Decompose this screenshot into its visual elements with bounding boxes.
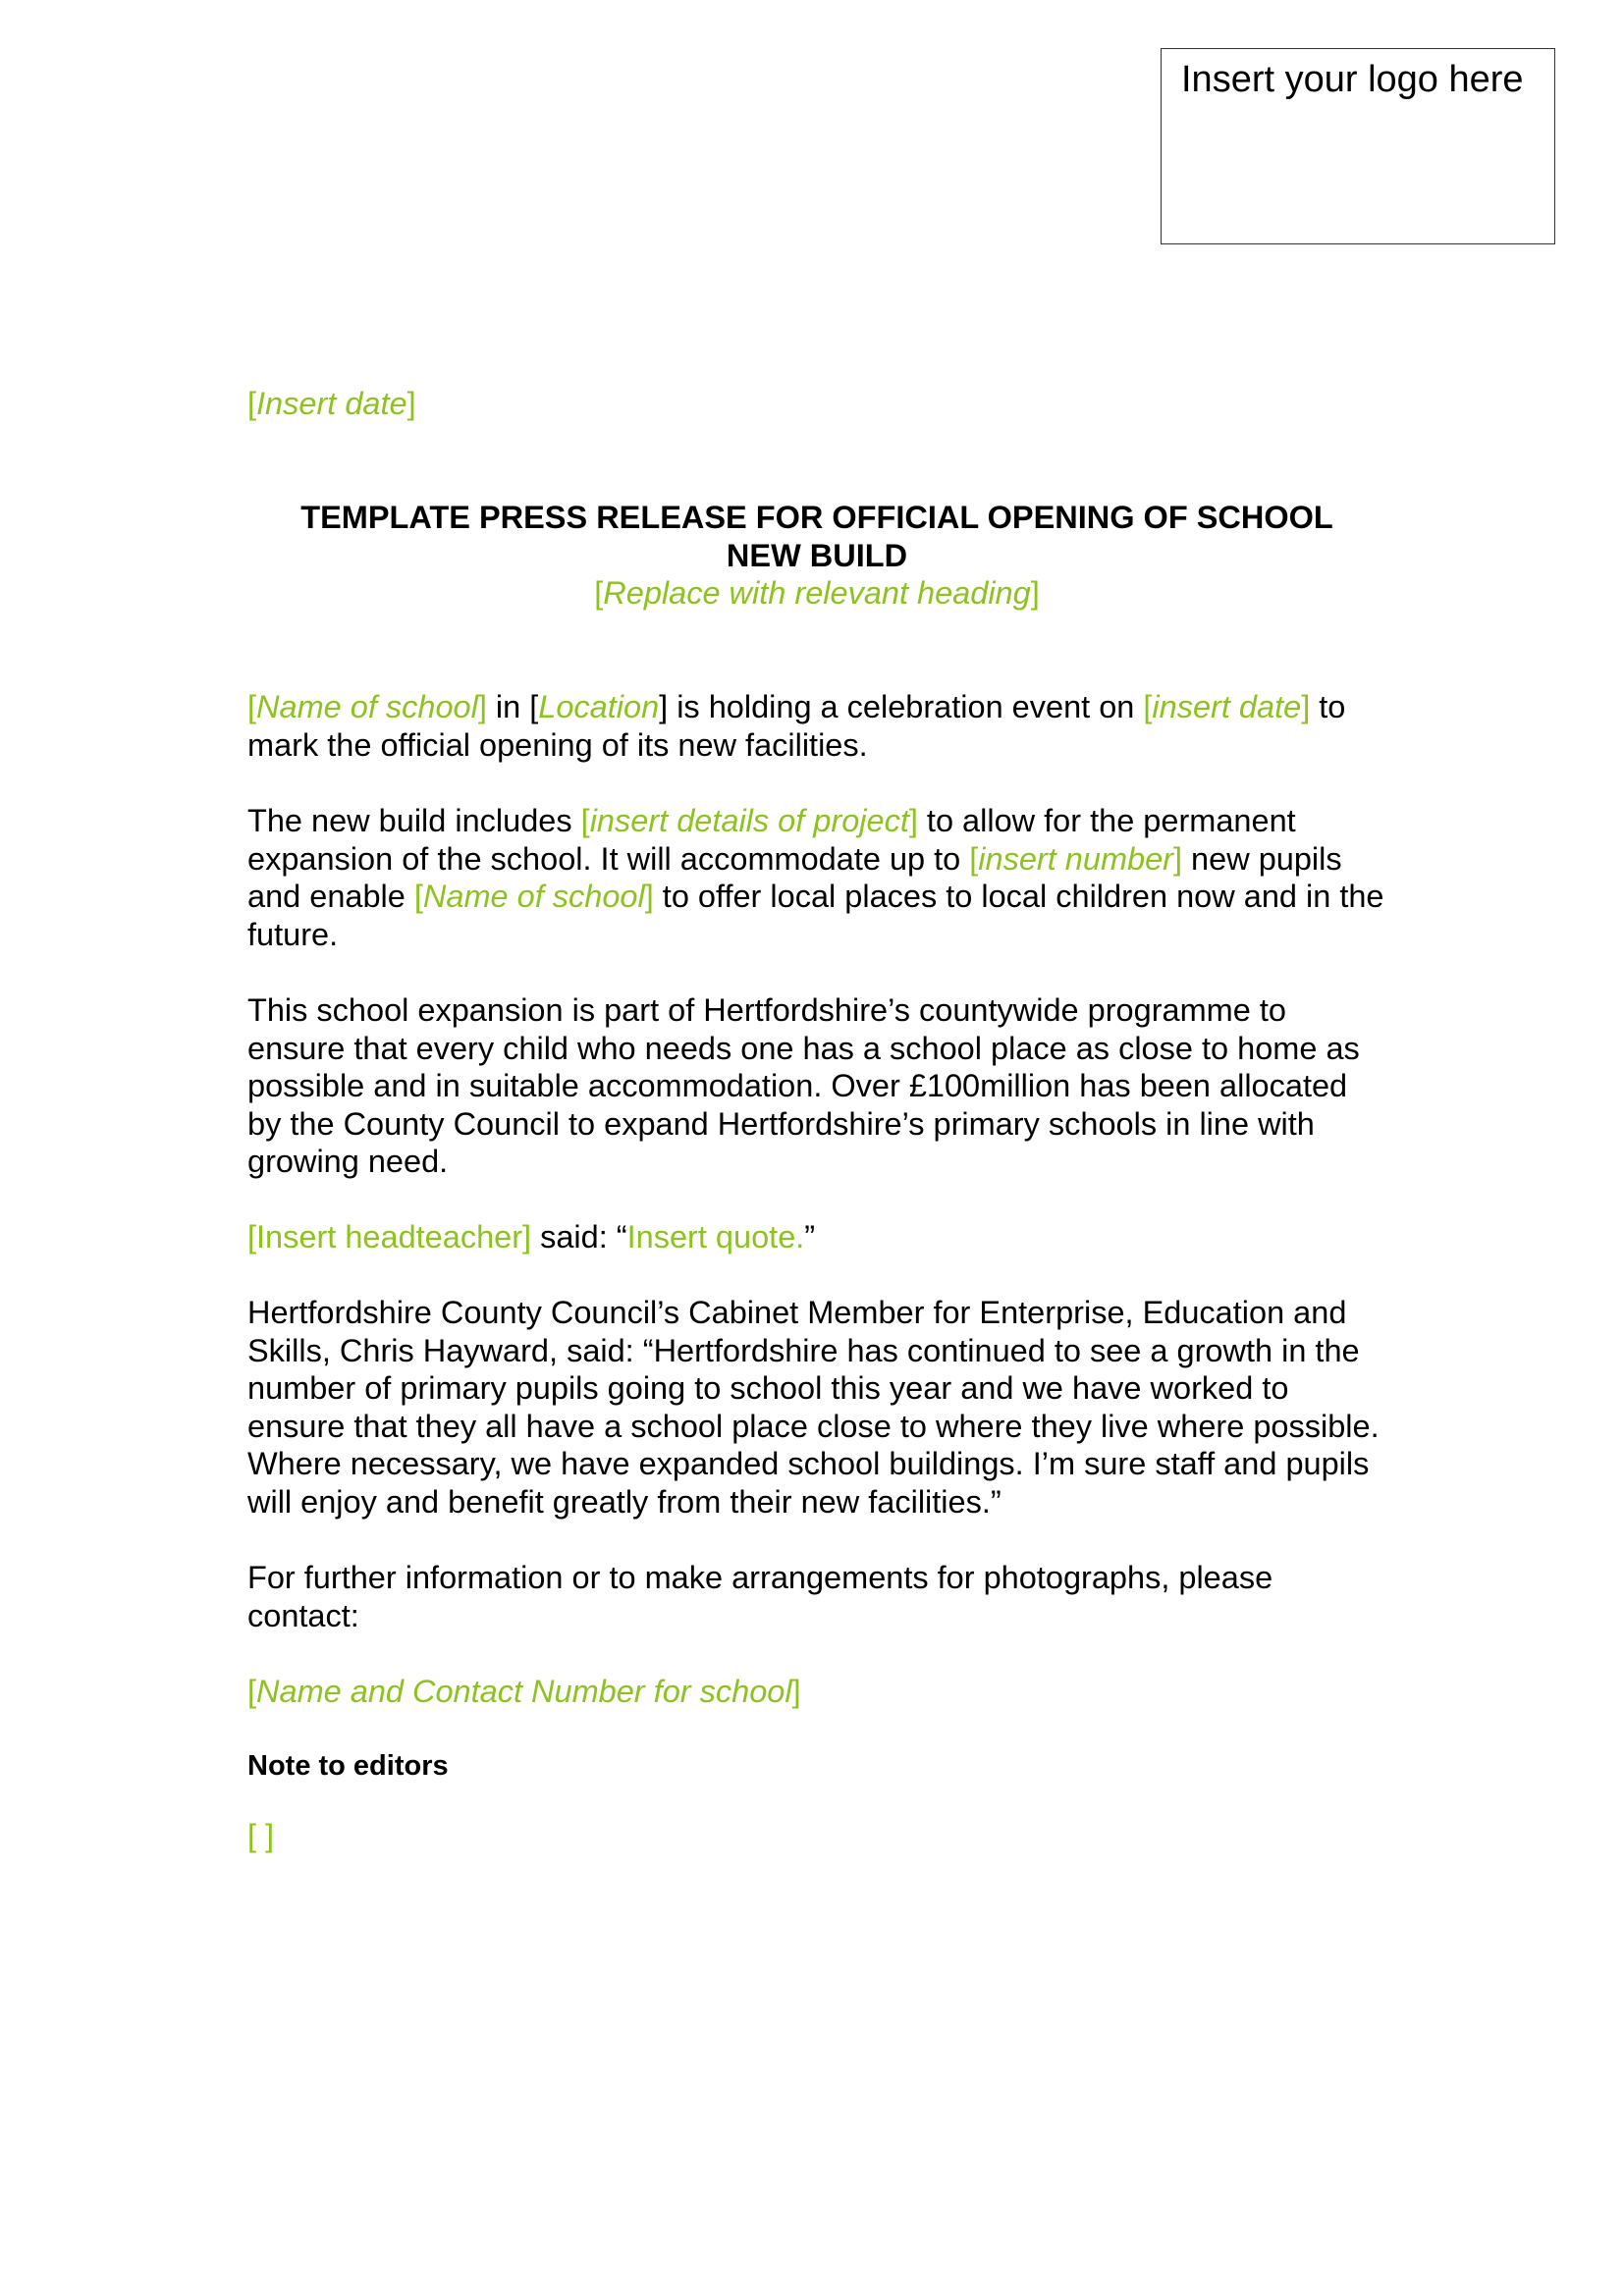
note-to-editors-heading: Note to editors [247, 1750, 449, 1782]
logo-placeholder-text: Insert your logo here [1181, 59, 1524, 100]
logo-placeholder-box [1161, 48, 1555, 244]
page-title: TEMPLATE PRESS RELEASE FOR OFFICIAL OPENING OF SCHOOL NEW BUILD [300, 500, 1333, 573]
paragraph-intro: [Name of school] in [Location] is holding a celebration event on [insert date] to mark the official opening of its new facilities. [247, 689, 1346, 763]
heading-placeholder: [Replace with relevant heading] [594, 575, 1040, 612]
school-name-placeholder: [Name of school] [247, 689, 487, 724]
editor-notes-placeholder [247, 1817, 1386, 1855]
event-date-placeholder: [insert date] [1143, 689, 1311, 724]
pupil-number-placeholder: [insert number] [969, 840, 1183, 877]
press-release-heading [247, 499, 1386, 613]
headteacher-placeholder: [Insert headteacher] [247, 1219, 532, 1255]
paragraph-further-info: For further information or to make arrangements for photographs, please contact: [247, 1560, 1273, 1633]
paragraph-new-build: The new build includes [insert details of project] to allow for the permanent expansion of the school. It will accommodate up to [insert number] new pupils and enable [Name of school] to offer local places to local children now and in the future. [247, 803, 1384, 952]
paragraph-expansion-programme: This school expansion is part of Hertfordshire’s countywide programme to ensure that every child who needs one has a school place as close to home as possible and in suitable accommodation. Over £100million has been allocated by the County Council to expand Hertfordshire’s primary schools in line with growing need. [247, 992, 1360, 1180]
paragraph-cabinet-member-quote: Hertfordshire County Council’s Cabinet Member for Enterprise, Education and Skills, Chris Hayward, said: “Hertfordshire has continued to see a growth in the number of primary pupils going to school this year and we have worked to ensure that they all have a school place close to where they live where possible. Where necessary, we have expanded school buildings. I’m sure staff and pupils will enjoy and benefit greatly from their new facilities.” [247, 1295, 1380, 1520]
quote-placeholder: Insert quote. [626, 1219, 805, 1255]
date-placeholder: [Insert date] [247, 386, 416, 421]
project-details-placeholder: [insert details of project] [580, 803, 918, 838]
school-name-placeholder: [Name of school] [413, 879, 654, 915]
editor-notes-brackets: [ ] [247, 1818, 275, 1853]
contact-placeholder: [Name and Contact Number for school] [247, 1674, 801, 1709]
paragraph-headteacher-quote: [Insert headteacher] said: “Insert quote.” [247, 1219, 816, 1255]
date-line [247, 385, 1386, 423]
contact-line [247, 1673, 1386, 1711]
location-placeholder: Location [538, 689, 660, 724]
